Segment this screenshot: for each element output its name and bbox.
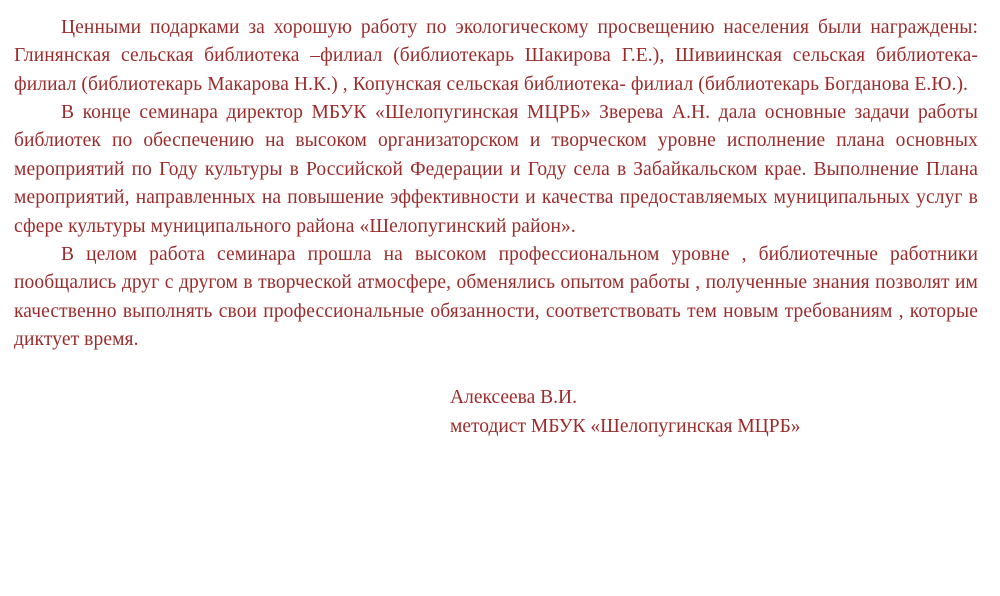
signature-block — [14, 384, 978, 441]
signature-position: методист МБУК «Шелопугинская МЦРБ» — [450, 415, 801, 437]
paragraph-seminar-tasks: В конце семинара директор МБУК «Шелопугинская МЦРБ» Зверева А.Н. дала основные задачи работы библиотек по обеспечению на высоком организаторском и творческом уровне исполнение плана основных мероприятий по Году культуры в Российской Федерации и Году села в Забайкальском крае. Выполнение Плана мероприятий, направленных на повышение эффективности и качества предоставляемых муниципальных услуг в сфере культуры муниципального района «Шелопугинский район». — [14, 102, 978, 237]
document-body — [14, 14, 978, 354]
signature-name: Алексеева В.И. — [450, 387, 577, 409]
paragraph-summary: В целом работа семинара прошла на высоком профессиональном уровне , библиотечные работники пообщались друг с другом в творческой атмосфере, обменялись опытом работы , полученные знания позволят им качественно выполнять свои профессиональные обязанности, соответствовать тем новым требованиям , которые диктует время. — [14, 243, 978, 350]
paragraph-awards: Ценными подарками за хорошую работу по экологическому просвещению населения были награждены: Глинянская сельская библиотека –филиал (библиотекарь Шакирова Г.Е.), Шивиинская сельская библиотека- филиал (библиотекарь Макарова Н.К.) , Копунская сельская библиотека- филиал (библиотекарь Богданова Е.Ю.). — [14, 17, 978, 95]
